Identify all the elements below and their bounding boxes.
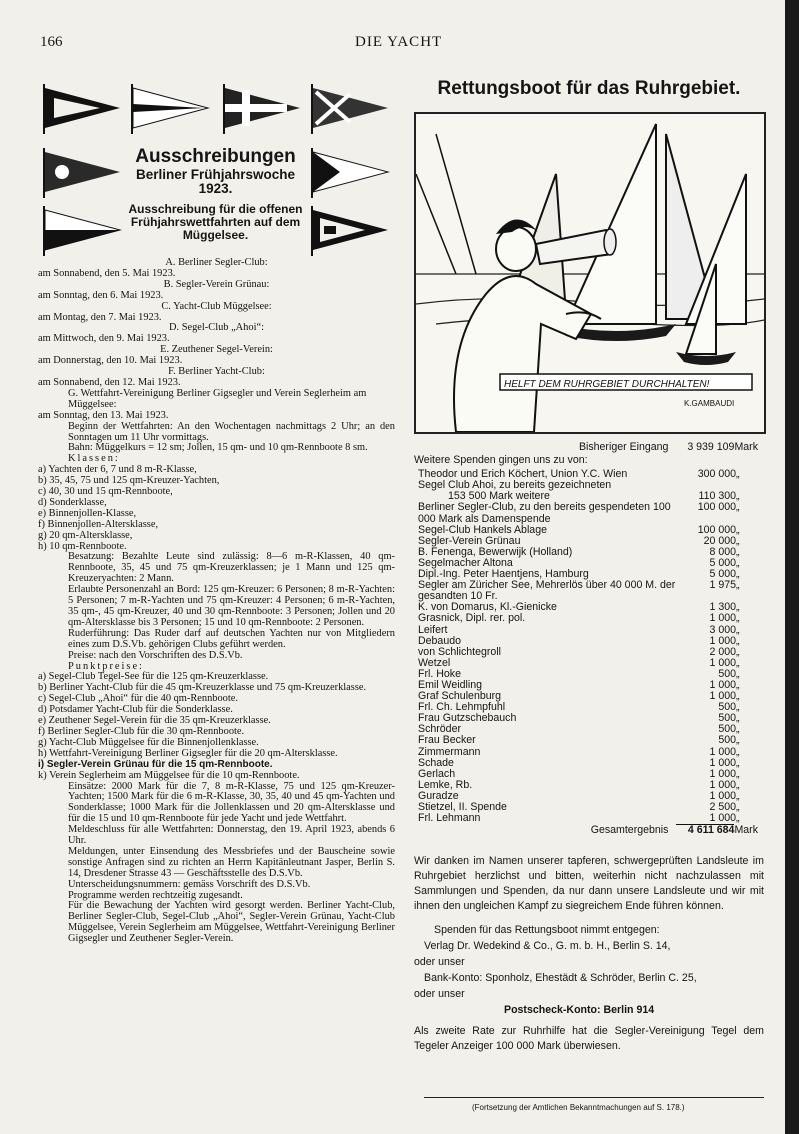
footnote-rule	[424, 1097, 764, 1098]
donation-amount: 100 000	[697, 523, 736, 536]
ditto-mark: „	[736, 712, 740, 725]
donor-name: Zimmermann	[418, 745, 481, 758]
donation-amount: 20 000	[703, 534, 736, 547]
announcement-line: Preise: nach den Vorschriften des D.S.Vb.	[68, 649, 243, 661]
donation-amount: 1 000	[709, 690, 736, 703]
announcement-subtitle: Berliner Frühjahrswoche 1923.	[135, 167, 296, 196]
ditto-mark: „	[736, 490, 740, 503]
donation-amount: 1 000	[709, 745, 736, 758]
donation-amount: 500	[718, 667, 736, 680]
ditto-mark: „	[736, 745, 740, 758]
accept-heading: Spenden für das Rettungsboot nimmt entgegen:	[434, 924, 660, 937]
donations-table	[418, 469, 758, 824]
donation-amount: 2 500	[709, 801, 736, 813]
ditto-mark: „	[736, 778, 740, 791]
donor-name: Schröder	[418, 723, 461, 736]
donor-name: 153 500 Mark weitere	[448, 490, 550, 503]
announcement-line: b) 35, 45, 75 und 125 qm-Kreuzer-Yachten,	[38, 475, 220, 487]
ditto-mark: „	[736, 612, 740, 625]
donor-name: Grasnick, Dipl. rer. pol.	[418, 612, 526, 625]
donation-row	[418, 813, 758, 824]
ditto-mark: „	[736, 690, 740, 703]
donation-row	[418, 713, 758, 724]
right-column	[414, 78, 764, 1054]
ditto-mark: „	[736, 545, 740, 558]
donation-amount: 8 000	[709, 545, 736, 558]
announcement-line: Klassen:	[68, 453, 120, 465]
donor-name: Segel-Club Hankels Ablage	[418, 523, 547, 536]
announcement-line: c) Segel-Club „Ahoi“ für die 40 qm-Rennboote.	[38, 693, 238, 705]
donation-amount: 3 000	[709, 623, 736, 636]
announcement-line: am Montag, den 7. Mai 1923.	[38, 311, 162, 323]
donor-name: Debaudo	[418, 634, 462, 647]
ditto-mark: „	[736, 579, 740, 592]
donor-name: B. Fenenga, Bewerwijk (Holland)	[418, 545, 573, 558]
previous-total-label: Bisheriger Eingang	[578, 441, 669, 453]
announcement-line: e) Zeuthener Segel-Verein für die 35 qm-Kreuzerklasse.	[38, 715, 271, 727]
donation-amount: 500	[718, 723, 736, 736]
ditto-mark: „	[736, 756, 740, 769]
donor-name: Lemke, Rb.	[418, 778, 473, 791]
total-row	[418, 824, 758, 836]
donation-amount: 100 000	[697, 501, 736, 514]
accept-block	[414, 922, 764, 1018]
or-label-1: oder unser	[414, 956, 465, 969]
announcement-line: am Mittwoch, den 9. Mai 1923.	[38, 333, 170, 345]
donor-name: Frau Gutzschebauch	[418, 712, 517, 725]
donation-amount: 1 000	[709, 789, 736, 802]
continuation-footnote: (Fortsetzung der Amtlichen Bekanntmachungen auf S. 178.)	[472, 1103, 685, 1112]
ditto-mark: „	[736, 556, 740, 569]
announcement-line: B. Segler-Verein Grünau:	[163, 278, 270, 290]
announcement-line: c) 40, 30 und 15 qm-Rennboote,	[38, 486, 173, 498]
donation-list	[414, 442, 764, 1054]
donor-name: Frl. Lehmann	[418, 812, 481, 825]
announcement-subtitle2: Ausschreibung für die offenen Frühjahrswettfahrten auf dem Müggelsee.	[128, 202, 303, 242]
announcement-line: Programme werden rechtzeitig zugesandt.	[68, 889, 243, 901]
sailor-sailboats-drawing-icon	[416, 114, 764, 432]
rescue-boat-illustration	[414, 112, 766, 434]
announcement-line: am Donnerstag, den 10. Mai 1923.	[38, 355, 183, 367]
donation-amount: 2 000	[709, 645, 736, 658]
announcement-line: g) 20 qm-Altersklasse,	[38, 529, 133, 541]
ditto-mark: „	[736, 701, 740, 714]
donor-name: Wetzel	[418, 656, 451, 669]
donation-amount: 1 000	[709, 634, 736, 647]
donor-name: Theodor und Erich Köchert, Union Y.C. Wien	[418, 468, 628, 481]
donation-amount: 110 300	[698, 490, 736, 503]
announcement-line: f) Berliner Segler-Club für die 30 qm-Rennboote.	[38, 725, 245, 737]
announcement-line: Einsätze: 2000 Mark für die 7, 8 m-R-Klasse, 75 und 125 qm-Kreuzer-Yachten; 1500 Mark für die 6 m-R-Klasse, 30, 35, 40 und 45 qm-Yachten und Sonderklasse; 1000 Mark für die Jollenklassen und 20 qm-Altersklasse und für die 15 und 10 qm-Rennboote für jede Yacht und jede Wettfahrt.	[68, 780, 395, 825]
donation-amount: 1 000	[709, 756, 736, 769]
postal-account: Postscheck-Konto: Berlin 914	[504, 1004, 655, 1017]
donor-name: Guradze	[418, 789, 459, 802]
ditto-mark: „	[736, 789, 740, 802]
announcement-line: d) Potsdamer Yacht-Club für die Sonderklasse.	[38, 704, 233, 716]
announcement-line: Besatzung: Bezahlte Leute sind zulässig: 8—6 m-R-Klassen, 40 qm-Rennboote, 35, 45 und 75 qm-Kreuzerklassen; je 1 Mann und 125 qm-Kreuzeryachten: 2 Mann.	[68, 551, 395, 585]
ditto-mark: „	[736, 623, 740, 636]
donor-name: Frau Becker	[418, 734, 476, 747]
announcement-line: am Sonnabend, den 12. Mai 1923.	[38, 376, 181, 388]
donation-row	[418, 735, 758, 746]
publisher-address: Verlag Dr. Wedekind & Co., G. m. b. H., Berlin S. 14,	[424, 940, 671, 953]
announcement-line: C. Yacht-Club Müggelsee:	[161, 300, 272, 312]
donation-row	[418, 613, 758, 624]
ditto-mark: „	[736, 645, 740, 658]
announcement-line: Punktpreise:	[68, 660, 144, 672]
announcement-line: A. Berliner Segler-Club:	[165, 257, 268, 268]
announcement-line: a) Yachten der 6, 7 und 8 m-R-Klasse,	[38, 464, 197, 476]
ditto-mark: „	[736, 634, 740, 647]
announcement-line: G. Wettfahrt-Vereinigung Berliner Gigsegler und Verein Seglerheim am Müggelsee:	[68, 387, 367, 410]
announcement-line: Meldungen, unter Einsendung des Messbriefes und der Bauscheine sowie sonstige Anfragen sind zu richten an Herrn Kapitänleutnant Jasper, Berlin S. 14, Dresdener Strasse 43 — Geschäftsstelle des D.S.Vb.	[68, 845, 395, 879]
ditto-mark: „	[736, 734, 740, 747]
donation-row	[418, 625, 758, 636]
donor-name: Gerlach	[418, 767, 456, 780]
donor-name: Segelmacher Altona	[418, 556, 513, 569]
ditto-mark: „	[736, 667, 740, 680]
donation-row	[418, 580, 758, 602]
announcement-line: Ruderführung: Das Ruder darf auf deutschen Yachten nur von Mitgliedern eines zum D.S.Vb. gehörigen Clubs geführt werden.	[68, 627, 395, 650]
announcement-line: h) Wettfahrt-Vereinigung Berliner Gigsegler für die 20 qm-Altersklasse.	[38, 747, 338, 759]
running-head: DIE YACHT	[355, 34, 443, 50]
donation-row	[418, 502, 758, 524]
donation-amount: 1 000	[709, 767, 736, 780]
announcement-line: Bahn: Müggelkurs = 12 sm; Jollen, 15 qm- und 10 qm-Rennboote 8 sm.	[68, 442, 368, 454]
donor-name: Emil Weidling	[418, 678, 482, 691]
ditto-mark: „	[736, 767, 740, 780]
donor-name: Frl. Hoke	[418, 667, 461, 680]
donor-name: Segler am Züricher See, Mehrerlös über 40 000 M. der gesandten 10 Fr.	[418, 579, 676, 603]
donation-amount: 1 000	[709, 812, 736, 825]
left-column	[38, 78, 395, 945]
pennant-flag-icon	[310, 84, 390, 134]
donor-name: Segler-Verein Grünau	[418, 534, 521, 547]
total-amount: 4 611 684	[676, 825, 734, 837]
ditto-mark: „	[736, 723, 740, 736]
ditto-mark: „	[736, 601, 740, 614]
donation-row	[418, 780, 758, 791]
donor-name: Leifert	[418, 623, 448, 636]
donation-amount: 1 000	[709, 656, 736, 669]
donation-amount: 1 000	[709, 612, 736, 625]
announcement-line: d) Sonderklasse,	[38, 496, 107, 508]
ditto-mark: „	[736, 656, 740, 669]
donation-amount: 1 975	[709, 579, 736, 592]
announcement-body	[38, 258, 395, 945]
announcement-line: f) Binnenjollen-Altersklasse,	[38, 518, 159, 530]
announcement-line: a) Segel-Club Tegel-See für die 125 qm-Kreuzerklasse.	[38, 671, 269, 683]
donor-name: Schade	[418, 756, 454, 769]
announcement-line: am Sonntag, den 13. Mai 1923.	[38, 409, 169, 421]
announcement-line: am Sonnabend, den 5. Mai 1923.	[38, 267, 176, 279]
donation-row	[418, 658, 758, 669]
announcement-line: i) Segler-Verein Grünau für die 15 qm-Rennboote.	[38, 758, 273, 770]
pennant-flag-icon	[310, 206, 390, 256]
ditto-mark: „	[736, 523, 740, 536]
ditto-mark: „	[736, 812, 740, 825]
previous-total-amount: 3 939 109	[687, 441, 735, 453]
ditto-mark: „	[736, 568, 740, 581]
ditto-mark: „	[736, 468, 740, 481]
pennant-flag-icon	[42, 206, 122, 256]
donation-amount: 300 000	[697, 468, 736, 481]
announcement-line: am Sonntag, den 6. Mai 1923.	[38, 289, 164, 301]
announcement-line: k) Verein Seglerheim am Müggelsee für die 10 qm-Rennboote.	[38, 769, 300, 781]
donation-amount: 1 000	[709, 678, 736, 691]
second-rate-paragraph: Als zweite Rate zur Ruhrhilfe hat die Segler-Vereinigung Tegel dem Tegeler Anzeiger 100 000 Mark überwiesen.	[414, 1025, 764, 1053]
announcement-title: Ausschreibungen	[135, 146, 296, 167]
previous-total-row	[418, 442, 758, 453]
pennant-flag-icon	[42, 84, 122, 134]
announcement-heading	[128, 146, 303, 242]
illustration-banner: HELFT DEM RUHRGEBIET DURCHHALTEN!	[504, 379, 710, 390]
announcement-line: b) Berliner Yacht-Club für die 45 qm-Kreuzerklasse und 75 qm-Kreuzerklasse.	[38, 682, 367, 694]
pennant-flag-icon	[130, 84, 210, 134]
announcement-line: h) 10 qm-Rennboote.	[38, 540, 127, 552]
or-label-2: oder unser	[414, 988, 465, 1001]
flag-area	[38, 78, 395, 258]
donation-amount: 1 000	[709, 778, 736, 791]
donation-amount: 5 000	[709, 556, 736, 569]
ditto-mark: „	[736, 678, 740, 691]
ditto-mark: „	[736, 801, 740, 813]
pennant-flag-icon	[42, 148, 122, 198]
donor-name: von Schlichtegroll	[418, 645, 502, 658]
donation-row	[418, 758, 758, 769]
ditto-mark: „	[736, 534, 740, 547]
bank-account: Bank-Konto: Sponholz, Ehestädt & Schröder, Berlin C. 25,	[424, 972, 697, 985]
announcement-line: F. Berliner Yacht-Club:	[168, 366, 265, 378]
donation-amount: 500	[718, 712, 736, 725]
donation-row	[418, 647, 758, 658]
donor-name: Graf Schulenburg	[418, 690, 502, 703]
donor-name: Frl. Ch. Lehmpfuhl	[418, 701, 506, 714]
total-currency: Mark	[734, 823, 758, 836]
donation-amount: 500	[718, 701, 736, 714]
donation-amount: 1 300	[709, 601, 736, 614]
announcement-line: g) Yacht-Club Müggelsee für die Binnenjollenklasse.	[38, 736, 259, 748]
announcement-line: Meldeschluss für alle Wettfahrten: Donnerstag, den 19. April 1923, abends 6 Uhr.	[68, 824, 395, 847]
donor-name: K. von Domarus, Kl.-Gienicke	[418, 601, 557, 614]
announcement-line: E. Zeuthener Segel-Verein:	[160, 344, 273, 356]
donor-name: Berliner Segler-Club, zu den bereits gespendeten 100 000 Mark als Damenspende	[418, 501, 671, 525]
announcement-line: D. Segel-Club „Ahoi“:	[169, 322, 264, 334]
pennant-flag-icon	[222, 84, 302, 134]
donation-title: Rettungsboot für das Ruhrgebiet.	[437, 78, 741, 99]
ditto-mark: „	[736, 501, 740, 514]
donation-amount: 5 000	[709, 568, 736, 581]
donation-row	[418, 747, 758, 758]
illustration-signature: K.GAMBAUDI	[684, 399, 735, 408]
announcement-line: e) Binnenjollen-Klasse,	[38, 507, 137, 519]
page-number: 166	[40, 34, 63, 50]
total-label: Gesamtergebnis	[590, 823, 669, 836]
previous-total-currency: Mark	[734, 441, 758, 453]
donor-name: Dipl.-Ing. Peter Haentjens, Hamburg	[418, 568, 589, 581]
announcement-line: Unterscheidungsnummern: gemäss Vorschrift des D.S.Vb.	[68, 878, 311, 890]
donation-amount: 500	[718, 734, 736, 747]
further-donations-heading: Weitere Spenden gingen uns zu von:	[414, 454, 588, 467]
announcement-line: Für die Bewachung der Yachten wird gesorgt werden. Berliner Yacht-Club, Berliner Segler-Club, Segel-Club „Ahoi“, Segler-Verein Grünau, Yacht-Club Müggelsee, Verein Seglerheim am Müggelsee, Wettfahrt-Vereinigung Berliner Gigsegler und Zeuthener Segler-Verein.	[68, 900, 395, 945]
announcement-line: Erlaubte Personenzahl an Bord: 125 qm-Kreuzer: 6 Personen; 8 m-R-Yachten: 5 Personen; 7 m-R-Yachten und 75 qm-Kreuzer: 4 Personen; 6 m-R-Yachten, 35 qm-, 45 qm-Kreuzer, 40 und 30 qm-Rennboote: 3 Personen; Jollen und 20 qm-Altersklasse bis 3 Personen; 15 und 10 qm-Rennboote: 2 Personen.	[68, 584, 395, 628]
thanks-paragraph: Wir danken im Namen unserer tapferen, schwergeprüften Landsleute im Ruhrgebiet herzlichst und bitten, weiterhin nicht nachzulassen mit Sammlungen und Spenden, da nur dann unsere Landsleute und wir mit ihnen den ungleichen Kampf zu siegreichem Ende führen können.	[414, 855, 764, 913]
pennant-flag-icon	[310, 148, 390, 198]
donor-name: Stietzel, II. Spende	[418, 801, 507, 813]
announcement-line: Beginn der Wettfahrten: An den Wochentagen nachmittags 2 Uhr; an den Sonntagen um 11 Uhr vormittags.	[68, 420, 395, 443]
scan-edge	[785, 0, 799, 1134]
donor-name: Segel Club Ahoi, zu bereits gezeichneten	[418, 479, 612, 492]
